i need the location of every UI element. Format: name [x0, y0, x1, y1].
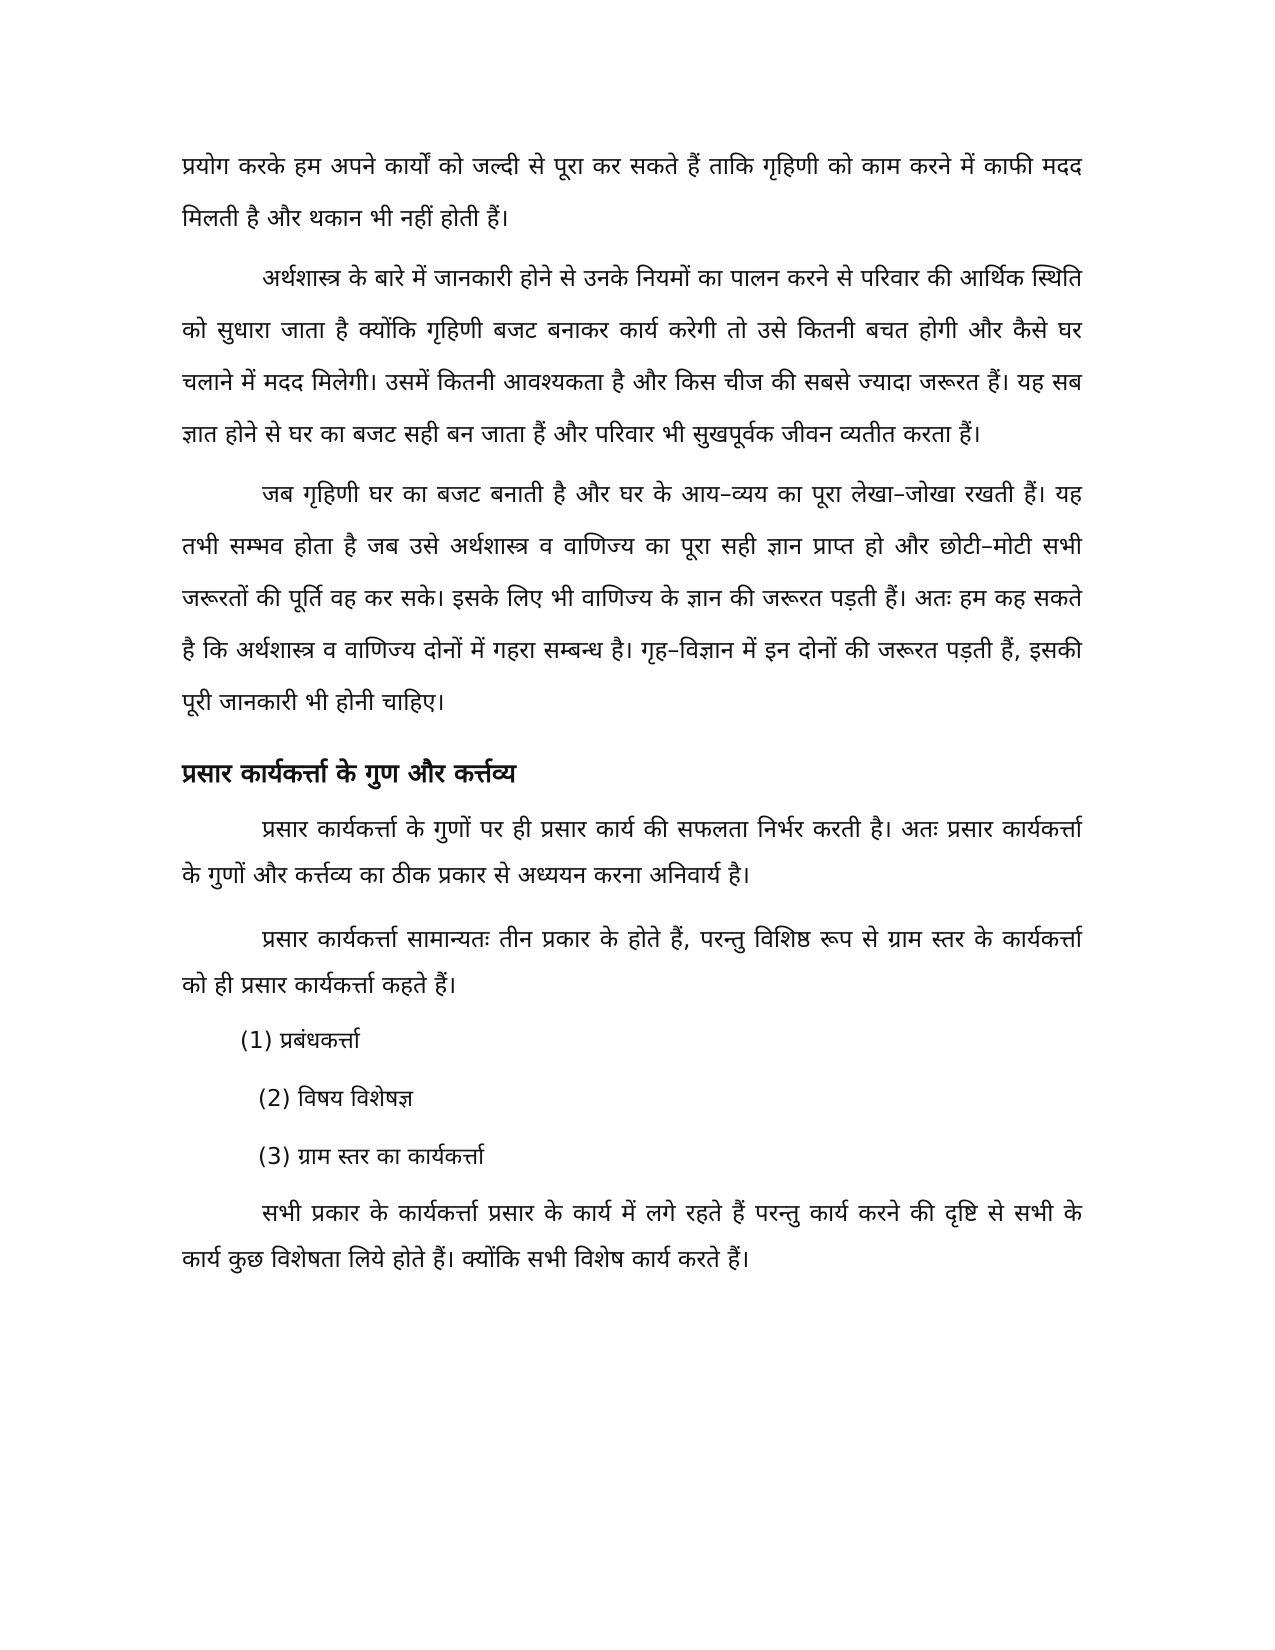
spacer [182, 1008, 1082, 1026]
list-item-3: (3) ग्राम स्तर का कार्यकर्त्ता [258, 1144, 485, 1170]
spacer [182, 244, 1082, 252]
paragraph-3: जब गृहिणी घर का बजट बनाती है और घर के आय–व्यय का पूरा लेखा–जोखा रखती हैं। यह तभी सम्भव होता है जब उसे अर्थशास्त्र व वाणिज्य का पूरा सही ज्ञान प्राप्त हो और छोटी–मोटी सभी जरूरतों की पूर्ति वह कर सके। इसके लिए भी वाणिज्य के ज्ञान की जरूरत पड़ती हैं। अतः हम कह सकते है कि अर्थशास्त्र व वाणिज्य दोनों में गहरा सम्बन्ध है। गृह–विज्ञान में इन दोनों की जरूरत पड़ती हैं, इसकी पूरी जानकारी भी होनी चाहिए। [182, 480, 1082, 716]
spacer [182, 1056, 1082, 1084]
spacer [182, 1114, 1082, 1142]
document-page [182, 140, 1082, 1282]
paragraph-6: सभी प्रकार के कार्यकर्त्ता प्रसार के कार्य में लगे रहते हैं परन्तु कार्य करने की दृष्टि से सभी के कार्य कुछ विशेषता लिये होते हैं। क्योंकि सभी विशेष कार्य करते हैं। [182, 1199, 1082, 1273]
spacer [182, 1172, 1082, 1190]
paragraph-2: अर्थशास्त्र के बारे में जानकारी होने से उनके नियमों का पालन करने से परिवार की आर्थिक स्थिति को सुधारा जाता है क्योंकि गृहिणी बजट बनाकर कार्य करेगी तो उसे कितनी बचत होगी और कैसे घर चलाने में मदद मिलेगी। उसमें कितनी आवश्यकता है और किस चीज की सबसे ज्यादा जरूरत हैं। यह सब ज्ञात होने से घर का बजट सही बन जाता हैं और परिवार भी सुखपूर्वक जीवन व्यतीत करता हैं। [182, 264, 1082, 448]
list-item-1: (1) प्रबंधकर्त्ता [240, 1028, 360, 1054]
paragraph-4: प्रसार कार्यकर्त्ता के गुणों पर ही प्रसार कार्य की सफलता निर्भर करती है। अतः प्रसार कार्यकर्त्ता के गुणों और कर्त्तव्य का ठीक प्रकार से अध्ययन करना अनिवार्य है। [182, 815, 1082, 889]
spacer [182, 898, 1082, 916]
section-heading: प्रसार कार्यकर्त्ता के गुण और कर्त्तव्य [182, 759, 516, 789]
paragraph-5: प्रसार कार्यकर्त्ता सामान्यतः तीन प्रकार के होते हैं, परन्तु विशिष्ठ रूप से ग्राम स्तर के कार्यकर्त्ता को ही प्रसार कार्यकर्त्ता कहते हैं। [182, 925, 1082, 999]
spacer [182, 460, 1082, 468]
list-item-2: (2) विषय विशेषज्ञ [258, 1086, 414, 1112]
paragraph-1: प्रयोग करके हम अपने कार्यों को जल्दी से पूरा कर सकते हैं ताकि गृहिणी को काम करने में काफी मदद मिलती है और थकान भी नहीं होती हैं। [182, 152, 1082, 232]
